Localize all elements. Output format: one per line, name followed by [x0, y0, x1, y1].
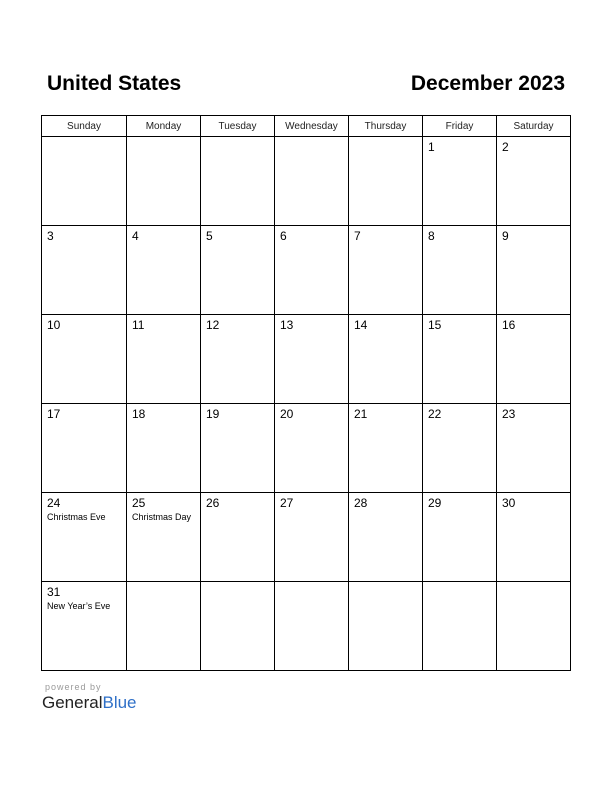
weekday-sunday: Sunday	[42, 116, 127, 137]
day-number: 28	[354, 496, 368, 510]
day-cell	[349, 582, 423, 671]
calendar-header	[41, 68, 571, 100]
weekday-saturday: Saturday	[497, 116, 571, 137]
brand-logo	[42, 693, 137, 713]
holiday-label: Christmas Day	[132, 512, 192, 522]
day-number: 4	[132, 229, 139, 243]
brand-general: General	[42, 693, 103, 712]
day-number: 10	[47, 318, 61, 332]
day-cell	[275, 315, 349, 404]
day-cell	[349, 315, 423, 404]
day-cell	[201, 315, 275, 404]
day-number: 8	[428, 229, 435, 243]
day-number	[275, 137, 348, 140]
day-number: 20	[280, 407, 294, 421]
weekday-thursday: Thursday	[349, 116, 423, 137]
holiday-label: Christmas Eve	[47, 512, 106, 522]
day-number	[275, 582, 348, 585]
calendar-grid	[41, 115, 571, 671]
day-number	[42, 137, 126, 140]
day-number: 29	[428, 496, 442, 510]
day-cell	[497, 493, 571, 582]
day-cell	[42, 226, 127, 315]
week-row	[42, 137, 571, 226]
week-row	[42, 315, 571, 404]
week-row	[42, 226, 571, 315]
weekday-wednesday: Wednesday	[275, 116, 349, 137]
day-number	[349, 582, 422, 585]
day-cell	[275, 582, 349, 671]
day-cell	[275, 226, 349, 315]
day-number: 19	[206, 407, 220, 421]
day-number: 12	[206, 318, 220, 332]
weekday-friday: Friday	[423, 116, 497, 137]
day-cell	[201, 493, 275, 582]
day-number: 22	[428, 407, 442, 421]
day-cell	[497, 226, 571, 315]
day-number: 24	[47, 496, 61, 510]
weekday-monday: Monday	[127, 116, 201, 137]
day-cell	[127, 137, 201, 226]
day-cell	[127, 404, 201, 493]
day-cell	[42, 315, 127, 404]
day-cell	[42, 493, 127, 582]
month-title: December 2023	[410, 72, 565, 95]
day-number: 17	[47, 407, 61, 421]
holiday-label: New Year’s Eve	[47, 601, 111, 611]
day-cell	[127, 315, 201, 404]
week-row	[42, 582, 571, 671]
day-number	[423, 582, 496, 585]
day-number: 14	[354, 318, 368, 332]
day-number: 25	[132, 496, 146, 510]
day-number: 13	[280, 318, 294, 332]
day-number	[127, 137, 200, 140]
footer	[42, 682, 137, 713]
day-number: 18	[132, 407, 146, 421]
day-cell	[423, 404, 497, 493]
day-cell	[497, 404, 571, 493]
day-cell	[127, 582, 201, 671]
day-cell	[349, 404, 423, 493]
day-number	[201, 582, 274, 585]
week-row	[42, 493, 571, 582]
day-number: 15	[428, 318, 442, 332]
day-number: 23	[502, 407, 516, 421]
day-cell	[127, 226, 201, 315]
day-number: 5	[206, 229, 213, 243]
day-number: 7	[354, 229, 361, 243]
day-cell	[201, 582, 275, 671]
day-cell	[42, 404, 127, 493]
day-number: 1	[428, 140, 435, 154]
day-cell	[42, 137, 127, 226]
powered-by-text: powered by	[45, 682, 102, 692]
day-number: 2	[502, 140, 509, 154]
day-cell	[42, 582, 127, 671]
day-number	[127, 582, 200, 585]
day-number: 31	[47, 585, 61, 599]
day-cell	[423, 582, 497, 671]
day-cell	[127, 493, 201, 582]
day-cell	[497, 315, 571, 404]
day-cell	[497, 137, 571, 226]
day-number: 21	[354, 407, 368, 421]
weekday-tuesday: Tuesday	[201, 116, 275, 137]
day-number: 11	[132, 318, 145, 332]
weekday-header-row	[42, 116, 571, 137]
day-cell	[497, 582, 571, 671]
day-cell	[349, 226, 423, 315]
day-number: 6	[280, 229, 287, 243]
day-number	[201, 137, 274, 140]
day-cell	[423, 315, 497, 404]
day-cell	[423, 493, 497, 582]
week-row	[42, 404, 571, 493]
day-number: 3	[47, 229, 54, 243]
day-number: 16	[502, 318, 516, 332]
day-cell	[201, 404, 275, 493]
day-cell	[349, 493, 423, 582]
day-cell	[201, 137, 275, 226]
day-number	[497, 582, 570, 585]
day-number: 30	[502, 496, 516, 510]
calendar-body	[42, 137, 571, 671]
day-cell	[423, 226, 497, 315]
country-title: United States	[47, 72, 182, 95]
day-cell	[275, 493, 349, 582]
day-number: 27	[280, 496, 294, 510]
day-number: 26	[206, 496, 220, 510]
day-cell	[201, 226, 275, 315]
brand-blue: Blue	[102, 693, 137, 712]
day-number	[349, 137, 422, 140]
day-cell	[275, 404, 349, 493]
day-cell	[349, 137, 423, 226]
day-cell	[423, 137, 497, 226]
day-cell	[275, 137, 349, 226]
day-number: 9	[502, 229, 509, 243]
